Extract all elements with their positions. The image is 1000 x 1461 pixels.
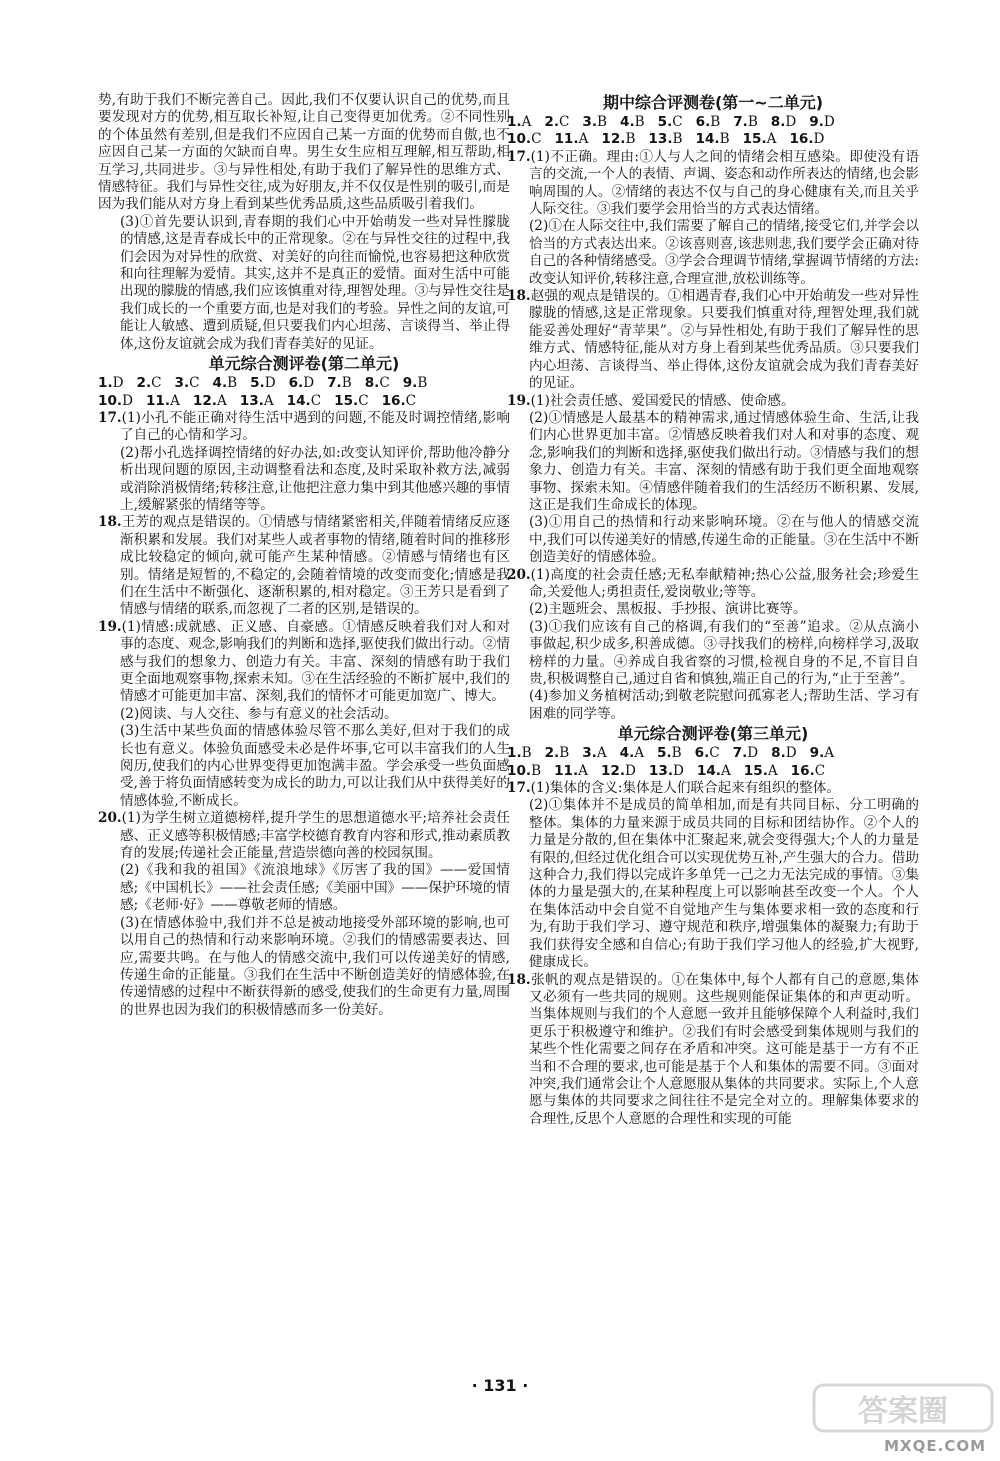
mc-answer-row (507, 114, 919, 131)
question-20-answer-part: (3)在情感体验中,我们并不总是被动地接受外部环境的影响,也可以用自己的热情和行动来影响环境。②我们的情感需要表达、回应,需要共鸣。在与他人的情感交流中,我们可以传递美好的情感,传递生命的正能量。③我们在生活中不断创造美好的情感体验,在传递情感的过程中不断获得新的感受,使我们的生命更有力量,周围的世界也因为我们的积极情感而多一份美好。 (120, 914, 510, 1018)
mc-answer-row (98, 375, 510, 392)
mc-answer: 16.C (381, 392, 417, 409)
question-20-answer-part: (2)主题班会、黑板报、手抄报、演讲比赛等。 (529, 601, 807, 618)
mc-answer: 8.C (364, 375, 390, 392)
continuation-paragraph: 势,有助于我们不断完善自己。因此,我们不仅要认识自己的优势,而且要发现对方的优势,相互取长补短,让自己变得更加优秀。②不同性别的个体虽然有差别,但是我们不应因自己某一方面的优势而自傲,也不应因自己某一方面的欠缺而自卑。男生女生应相互理解,相互帮助,相互学习,共同进步。③与异性相处,有助于我们了解异性的思维方式、情感特征。我们与异性交往,成为好朋友,并不仅仅是性别的吸引,而是因为我们能从对方身上看到某些优秀品质,这些品质吸引着我们。 (98, 92, 510, 213)
question-19-answer-part: (3)生活中某些负面的情感体验尽管不那么美好,但对于我们的成长也有意义。体验负面感受未必是件坏事,它可以丰富我们的人生阅历,使我们的内心世界变得更加饱满丰盈。学会承受一些负面感受,善于将负面情感转变为成长的助力,可以让我们从中获得美好的情感体验,不断成长。 (120, 723, 510, 809)
mc-answer: 4.B (212, 375, 238, 392)
question-19-answer-part: (3)①用自己的热情和行动来影响环境。②在与他人的情感交流中,我们可以传递美好的情感,传递生命的正能量。③在生活中不断创造美好的情感体验。 (529, 514, 919, 566)
question-number: 20. (98, 810, 122, 827)
mc-answer: 7.D (732, 745, 759, 762)
section-title: 单元综合测评卷(第三单元) (617, 724, 809, 744)
mc-answer: 4.A (619, 745, 645, 762)
question-19-answer: 19.(1)社会责任感、爱国爱民的情感、使命感。 (507, 392, 795, 409)
question-20-answer-part: (4)参加义务植树活动;到敬老院慰问孤寡老人;帮助生活、学习有困难的同学等。 (529, 688, 919, 722)
mc-answer: 14.B (695, 131, 730, 148)
mc-answer: 1.D (98, 375, 124, 392)
mc-answer-row (98, 393, 510, 410)
mc-answer: 10.D (98, 392, 133, 409)
left-column (98, 92, 510, 1019)
mc-answer: 15.C (334, 392, 369, 409)
mc-answer: 5.B (657, 745, 682, 762)
mc-answer: 9.D (809, 114, 835, 130)
mc-answer: 1.B (507, 745, 532, 762)
question-number: 18. (507, 971, 531, 988)
mc-answer: 11.A (554, 131, 589, 148)
mc-answer: 6.C (694, 745, 720, 762)
mc-answer: 12.B (601, 131, 636, 148)
mc-answer: 3.B (582, 114, 608, 130)
right-column (507, 92, 919, 1128)
mc-answer-row (507, 763, 919, 780)
question-19-answer-part: (2)①情感是人最基本的精神需求,通过情感体验生命、生活,让我们内心世界更加丰富。②情感反映着我们对人和对事的态度、观念,影响我们的判断和选择,驱使我们做出行动。③情感与我们的想象力、创造力有关。丰富、深刻的情感有助于我们更全面地观察事物、探索未知。④情感伴随着我们的生活经历不断积累、发展,这正是我们生命成长的体现。 (529, 409, 919, 513)
mc-answer: 15.A (742, 131, 777, 148)
mc-answer: 11.A (554, 762, 588, 779)
mc-answer-row (507, 745, 919, 762)
mc-answer: 13.B (648, 131, 683, 148)
mc-answer: 10.C (507, 131, 542, 148)
mc-answer: 5.D (250, 375, 276, 392)
question-17-answer: 17.(1)集体的含义:集体是人们联合起来有组织的整体。 (507, 780, 840, 797)
question-number: 19. (98, 618, 122, 635)
mc-answer: 2.C (544, 114, 570, 130)
mc-answer: 7.B (733, 114, 758, 130)
mc-answers (98, 375, 510, 410)
mc-answer: 5.C (657, 114, 683, 130)
mc-answers (507, 745, 919, 780)
question-17-answer: 17.(1)不正确。理由:①人与人之间的情绪会相互感染。即使没有语言的交流,一个人的表情、声调、姿态和动作所表达的情绪,也会影响周围的人。②情绪的表达不仅与自己的身心健康有关,而且关乎人际交往。③我们要学会用恰当的方式表达情绪。 (507, 148, 919, 218)
mc-answer: 9.B (402, 375, 428, 392)
mc-answer: 13.D (648, 762, 684, 779)
section-title: 单元综合测评卷(第二单元) (208, 354, 400, 374)
mc-answer: 14.C (286, 392, 322, 409)
mc-answer: 16.C (790, 762, 826, 779)
question-number: 19. (507, 392, 531, 409)
mc-answer: 15.A (743, 762, 778, 779)
mc-answer: 13.A (239, 392, 274, 409)
mc-answer: 12.D (600, 762, 636, 779)
question-19-answer-part: (2)阅读、与人交往、参与有意义的社会活动。 (120, 705, 398, 722)
watermark-site: MXQE.COM (884, 1437, 986, 1455)
mc-answer: 7.B (327, 375, 352, 392)
mc-answer: 1.A (507, 114, 532, 130)
mc-answer: 10.B (507, 762, 542, 779)
question-number: 17. (507, 148, 531, 165)
mc-answer: 3.A (582, 745, 607, 762)
mc-answer: 2.B (544, 745, 570, 762)
question-20-answer-part: (3)①我们应该有自己的格调,有我们的“至善”追求。②从点滴小事做起,积少成多,积善成德。③寻找我们的榜样,向榜样学习,汲取榜样的力量。④养成自我省察的习惯,检视自身的不足,不盲目自贵,积极调整自己,通过自省和慎独,端正自己的行为,“止于至善”。 (529, 618, 919, 687)
mc-answers (507, 114, 919, 149)
svg-text:答案圈: 答案圈 (858, 1394, 948, 1429)
question-number: 18. (507, 288, 531, 305)
mc-answer: 3.C (174, 375, 200, 392)
mc-answer: 9.A (809, 745, 835, 762)
question-20-answer-part: (2)《我和我的祖国》《流浪地球》《厉害了我的国》——爱国情感;《中国机长》——社会责任感;《美丽中国》——保护环境的情感;《老师·好》——尊敬老师的情感。 (120, 862, 510, 914)
question-number: 20. (507, 566, 531, 583)
mc-answer: 8.D (770, 114, 797, 130)
mc-answer: 14.A (696, 762, 731, 779)
mc-answer: 11.A (145, 392, 180, 409)
question-20-answer: 20.(1)为学生树立道德榜样,提升学生的思想道德水平;培养社会责任感、正义感等积极情感;丰富学校德育教育内容和形式,推动素质教育的发展;传递社会正能量,营造崇德向善的校园氛围。 (98, 810, 510, 862)
mc-answer: 12.A (192, 392, 227, 409)
question-17-answer: 17.(1)小孔不能正确对待生活中遇到的问题,不能及时调控情绪,影响了自己的心情和学习。 (98, 409, 510, 444)
mc-answer: 6.B (695, 114, 721, 130)
question-17-answer-part: (2)①集体并不是成员的简单相加,而是有共同目标、分工明确的整体。集体的力量来源于成员共同的目标和团结协作。②个人的力量是分散的,但在集体中汇聚起来,就会变得强大;个人的力量是有限的,但经过优化组合可以实现优势互补,产生强大的合力。借助这种合力,我们得以完成许多单凭一己之力无法完成的事情。③集体的力量是强大的,在某种程度上可以影响甚至改变一个人。个人在集体活动中会自觉不自觉地产生与集体要求相一致的态度和行为,有助于我们学习、遵守规范和秩序,增强集体的凝聚力;有助于我们获得安全感和自信心;有助于我们学习他人的经验,扩大视野,健康成长。 (529, 797, 919, 971)
question-18-answer: 18.张帆的观点是错误的。①在集体中,每个人都有自己的意愿,集体又必须有一些共同的规则。这些规则能保证集体的和声更动听。当集体规则与我们的个人意愿一致并且能够保障个人利益时,我们更乐于积极遵守和维护。②我们有时会感受到集体规则与我们的某些个性化需要之间存在矛盾和冲突。这可能是基于一方有不正当和不合理的要求,也可能是基于个人和集体的需要不同。③面对冲突,我们通常会让个人意愿服从集体的共同要求。实际上,个人意愿与集体的共同要求之间往往不是完全对立的。理解集体要求的合理性,反思个人意愿的合理性和实现的可能 (507, 971, 919, 1127)
mc-answer: 2.C (136, 375, 162, 392)
mc-answer-row (507, 131, 919, 148)
question-18-answer: 18.赵强的观点是错误的。①相遇青春,我们心中开始萌发一些对异性朦胧的情感,这是正常现象。只要我们慎重对待,理智处理,我们就能妥善处理好“青苹果”。②与异性相处,有助于我们了解异性的思维方式、情感特征,能从对方身上看到某些优秀品质。③只要我们内心坦荡、言谈得当、举止得体,这份友谊就会成为我们青春美好的见证。 (507, 288, 919, 392)
mc-answer: 8.D (771, 745, 797, 762)
question-19-answer: 19.(1)情感:成就感、正义感、自豪感。①情感反映着我们对人和对事的态度、观念,影响我们的判断和选择,驱使我们做出行动。②情感与我们的想象力、创造力有关。丰富、深刻的情感有助于我们更全面地观察事物,探索未知。③在生活经验的不断扩展中,我们的情感才可能更加丰富、深刻,我们的情怀才可能更加宽广、博大。 (98, 618, 510, 705)
mc-answer: 6.D (288, 375, 315, 392)
mc-answer: 4.B (620, 114, 645, 130)
question-number: 17. (507, 780, 531, 797)
mc-answer: 16.D (789, 131, 825, 148)
question-number: 17. (98, 409, 122, 426)
question-20-answer: 20.(1)高度的社会责任感;无私奉献精神;热心公益,服务社会;珍爱生命,关爱他人;勇担责任,爱岗敬业;等等。 (507, 566, 919, 600)
question-18-answer: 18.王芳的观点是错误的。①情感与情绪紧密相关,伴随着情绪反应逐渐积累和发展。我们对某些人或者事物的情绪,随着时间的推移形成比较稳定的倾向,就可能产生某种情感。②情感与情绪也有区别。情绪是短暂的,不稳定的,会随着情境的改变而变化;情感是我们在生活中不断强化、逐渐积累的,相对稳定。③王芳只是看到了情感与情绪的联系,而忽视了二者的区别,是错误的。 (98, 514, 510, 618)
continuation-paragraph: (3)①首先要认识到,青春期的我们心中开始萌发一些对异性朦胧的情感,这是青春成长中的正常现象。②在与异性交往的过程中,我们会因为对异性的欣赏、对美好的向往而愉悦,也容易把这种欣赏和向往理解为爱情。其实,这并不是真正的爱情。面对生活中可能出现的朦胧的情感,我们应该慎重对待,理智处理。③与异性交往是我们成长的一个重要方面,也是对我们的考验。异性之间的友谊,可能让人敏感、遭到质疑,但只要我们内心坦荡、言谈得当、举止得体,这份友谊就会成为我们青春美好的见证。 (120, 213, 510, 352)
section-title: 期中综合评测卷(第一~二单元) (602, 93, 824, 112)
page-number: · 131 · (471, 1376, 529, 1395)
question-number: 18. (98, 514, 122, 531)
question-17-answer-part: (2)帮小孔选择调控情绪的好办法,如:改变认知评价,帮助他冷静分析出现问题的原因,主动调整看法和态度,及时采取补救方法,减弱或消除消极情绪;转移注意,让他把注意力集中到其他感兴趣的事情上,缓解紧张的情绪等等。 (120, 444, 510, 513)
question-17-answer-part: (2)①在人际交往中,我们需要了解自己的情绪,接受它们,并学会以恰当的方式表达出来。②该喜则喜,该悲则悲,我们要学会正确对待自己的各种情绪感受。③学会合理调节情绪,掌握调节情绪的方法:改变认知评价,转移注意,合理宣泄,放松训练等。 (529, 218, 919, 287)
